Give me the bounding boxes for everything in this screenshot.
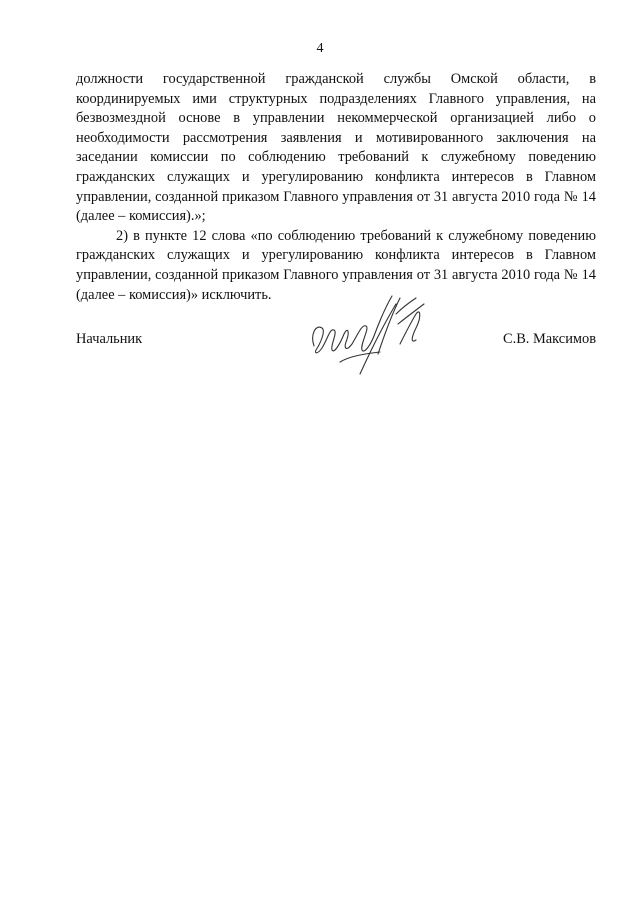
paragraph-item-2: 2) в пункте 12 слова «по соблюдению требований к служебному поведению гражданских служащих и урегулированию конфликта интересов в Главном управлении, созданной приказом Главного управления от 31 августа 2010 года № 14 (далее – комиссия)» исключить. [76, 227, 596, 303]
document-body [76, 70, 596, 305]
page-number: 4 [316, 41, 324, 56]
position-title: Начальник [76, 331, 143, 347]
paragraph-continuation: должности государственной гражданской службы Омской области, в координируемых ими структурных подразделениях Главного управления, на безвозмездной основе в управлении некоммерческой организацией либо о необходимости рассмотрения заявления и мотивированного заключения на заседании комиссии по соблюдению требований к служебному поведению гражданских служащих и урегулированию конфликта интересов в Главном управлении, созданной приказом Главного управления от 31 августа 2010 года № 14 (далее – комиссия).»; [76, 71, 596, 225]
signature-block [76, 324, 596, 384]
signatory-name: С.В. Максимов [503, 331, 596, 347]
